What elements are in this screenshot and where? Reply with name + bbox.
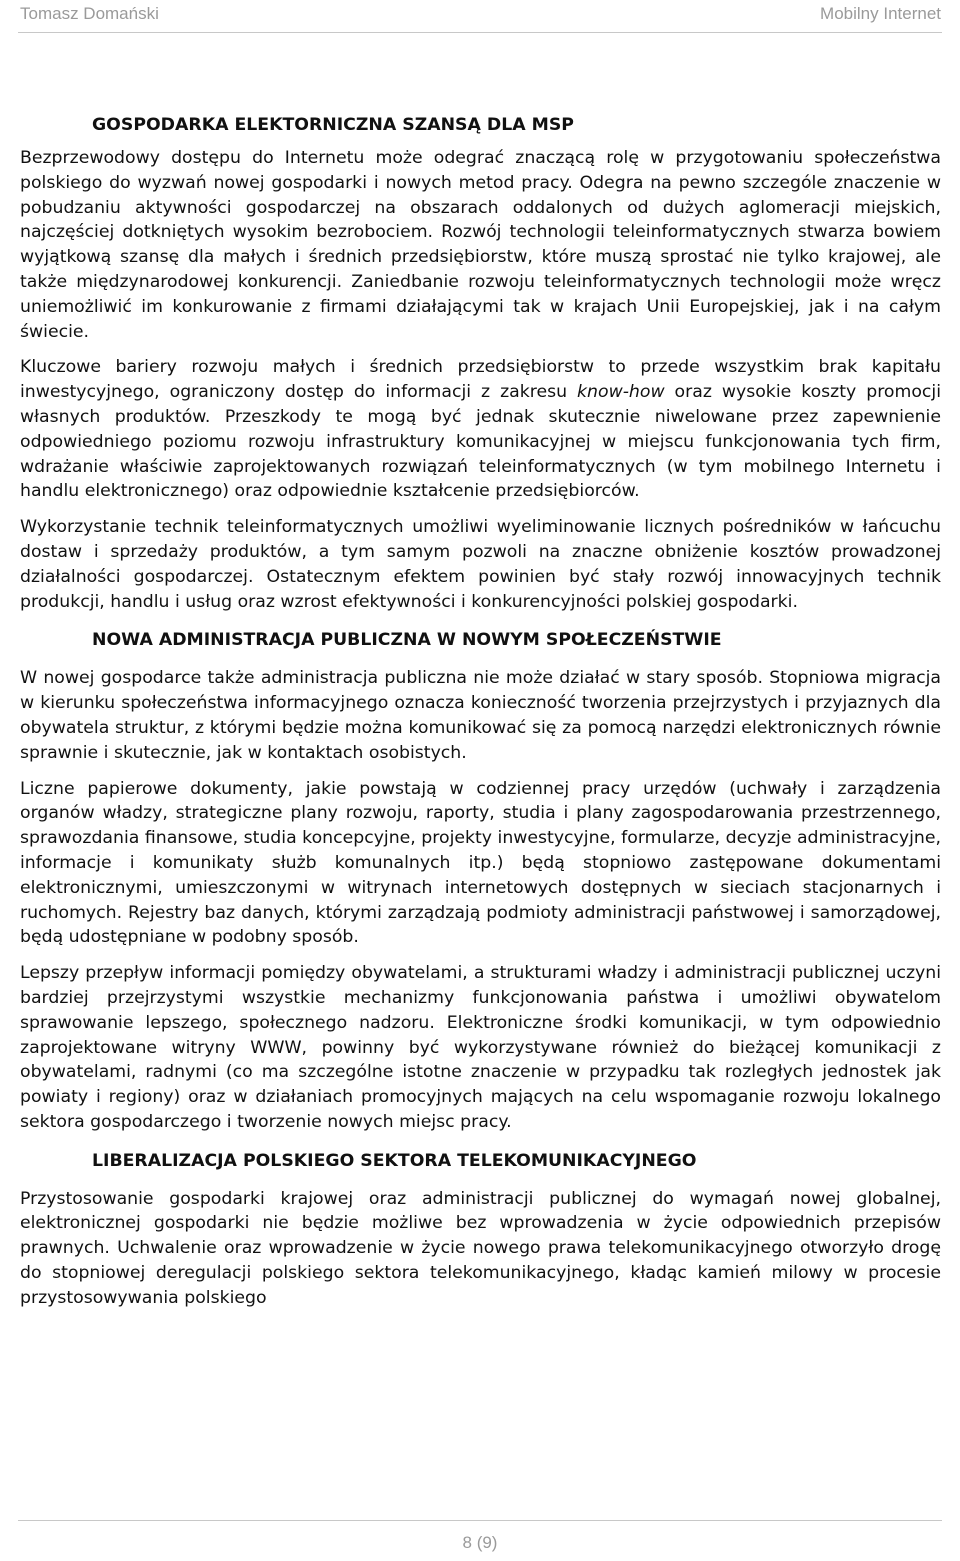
paragraph: Przystosowanie gospodarki krajowej oraz administracji publicznej do wymagań nowej globalnej, elektronicznej gospodarki nie będzie możliwe bez wprowadzenia w życie odpowiednich przepisów prawnych. Uchwalenie oraz wprowadzenie w życie nowego prawa telekomunikacyjnego otworzyło drogę do stopniowej deregulacji polskiego sektora telekomunikacyjnego, kładąc kamień milowy w procesie przystosowywania polskiego [20,1188,941,1308]
page-number: 8 (9) [462,1533,498,1552]
emphasis-text: know-how [577,382,665,403]
header-title: Mobilny Internet [820,4,941,23]
header-author: Tomasz Domański [20,4,159,23]
paragraph-text: oraz wysokie koszty promocji własnych produktów. Przeszkody te mogą być jednak skutecznie niwelowane przez zapewnienie odpowiedniego poziomu rozwoju infrastruktury komunikacyjnej w miejscu funkcjonowania tych firm, wdrażanie właściwie zaprojektowanych rozwiązań teleinformatycznych (w tym mobilnego Internetu i handlu elektronicznego) oraz odpowiednie kształcenie przedsiębiorców. [20,382,942,502]
footer-divider [18,1520,942,1521]
paragraph-text: Kluczowe bariery rozwoju małych i średnich przedsiębiorstw to przede wszystkim brak kapitału inwestycyjnego, ograniczony dostęp do informacji z zakresu [20,357,941,403]
section-heading-telecom: LIBERALIZACJA POLSKIEGO SEKTORA TELEKOMUNIKACYJNEGO [92,1150,697,1171]
paragraph: Wykorzystanie technik teleinformatycznych umożliwi wyeliminowanie licznych pośredników w łańcuchu dostaw i sprzedaży produktów, a tym samym pozwoli na znaczne obniżenie kosztów prowadzonej działalności gospodarczej. Ostatecznym efektem powinien być stały rozwój innowacyjnych technik produkcji, handlu i usług oraz wzrost efektywności i konkurencyjności polskiej gospodarki. [20,517,941,612]
section-heading-administration: NOWA ADMINISTRACJA PUBLICZNA W NOWYM SPOŁECZEŃSTWIE [92,630,722,651]
page-header [0,0,960,30]
paragraph: Lepszy przepływ informacji pomiędzy obywatelami, a strukturami władzy i administracji publicznej uczyni bardziej przejrzystymi wszystkie mechanizmy funkcjonowania państwa i umożliwi obywatelom sprawowanie lepszego, społecznego nadzoru. Elektroniczne środki komunikacji, w tym odpowiednio zaprojektowane witryny WWW, powinny być wykorzystywane również do bieżącej komunikacji z obywatelami, radnymi (co ma szczególne istotne znaczenie w przypadku tak rozległych jednostek jak powiaty i regiony) oraz w działaniach promocyjnych mających na celu wspomaganie rozwoju lokalnego sektora gospodarczego i tworzenie nowych miejsc pracy. [20,963,941,1132]
document-body [20,110,941,1322]
paragraph: W nowej gospodarce także administracja publiczna nie może działać w stary sposób. Stopniowa migracja w kierunku społeczeństwa informacyjnego oznacza konieczność tworzenia przejrzystych i przyjaznych dla obywatela struktur, z którymi będzie można komunikować się za pomocą narzędzi elektronicznych równie sprawnie i skutecznie, jak w kontaktach osobistych. [20,668,941,763]
paragraph [20,355,941,504]
header-divider [18,32,942,33]
paragraph: Bezprzewodowy dostępu do Internetu może odegrać znaczącą rolę w przygotowaniu społeczeństwa polskiego do wyzwań nowej gospodarki i nowych metod pracy. Odegra na pewno szczególe znaczenie w pobudzaniu aktywności gospodarczej na obszarach oddalonych od dużych aglomeracji miejskich, najczęściej dotkniętych wysokim bezrobociem. Rozwój technologii teleinformatycznych stwarza bowiem wyjątkową szansę dla małych i średnich przedsiębiorstw, które muszą sprostać nie tylko krajowej, ale także międzynarodowej konkurencji. Zaniedbanie rozwoju teleinformatycznych technologii może wręcz uniemożliwić im konkurowanie z firmami działającymi tak w krajach Unii Europejskiej, jak i na całym świecie. [20,148,941,342]
section-heading-msp: GOSPODARKA ELEKTORNICZNA SZANSĄ DLA MSP [92,115,574,135]
paragraph: Liczne papierowe dokumenty, jakie powstają w codziennej pracy urzędów (uchwały i zarządzenia organów władzy, strategiczne plany rozwoju, raporty, studia i plany zagospodarowania przestrzennego, sprawozdania finansowe, studia koncepcyjne, projekty inwestycyjne, formularze, decyzje administracyjne, informacje i komunikaty służb komunalnych itp.) będą stopniowo zastępowane dokumentami elektronicznymi, umieszczonymi w witrynach internetowych dostępnych w sieciach stacjonarnych i ruchomych. Rejestry baz danych, którymi zarządzają podmioty administracji państwowej i samorządowej, będą udostępniane w podobny sposób. [20,778,941,948]
